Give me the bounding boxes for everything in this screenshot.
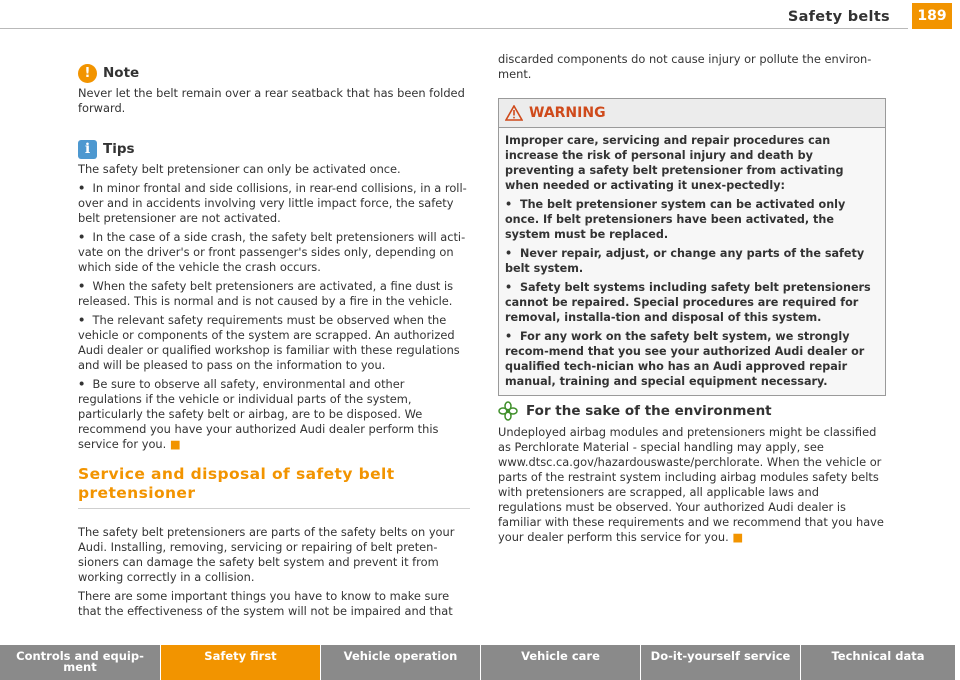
bullet-icon: •	[78, 279, 86, 293]
footer-tab-diy-service[interactable]: Do-it-yourself service	[640, 645, 800, 680]
note-block	[78, 63, 470, 120]
bullet-icon: •	[505, 330, 513, 343]
note-heading: Note	[103, 64, 140, 81]
footer-tab-vehicle-care[interactable]: Vehicle care	[480, 645, 640, 680]
tips-heading: Tips	[103, 140, 135, 157]
environment-text: Undeployed airbag modules and pretensioners might be classified as Perchlorate Material - special handling may apply, see www.dtsc.ca.gov/hazardouswaste/perchlorate. When the vehicle or parts of the restraint system including airbag modules safety belts with pretensioners are scrapped, all applicable laws and regulations must be observed. Your authorized Audi dealer is familiar with these requirements and we recommend that you have your dealer perform this service for you. ■	[498, 425, 884, 544]
info-icon: i	[78, 140, 97, 159]
end-mark-icon: ■	[169, 437, 181, 451]
footer-tab-vehicle-operation[interactable]: Vehicle operation	[320, 645, 480, 680]
tips-bullet: • When the safety belt pretensioners are activated, a fine dust is released. This is normal and is not caused by a fire in the vehicle.	[78, 279, 454, 308]
footer-tab-controls[interactable]: Controls and equip-ment	[0, 645, 160, 680]
warning-bullet: • Safety belt systems including safety belt pretensioners cannot be repaired. Special procedures are required for removal, installa-tion and disposal of this system.	[505, 281, 871, 324]
warning-intro: Improper care, servicing and repair procedures can increase the risk of personal injury and death by preventing a safety belt pretensioner from activating when needed or activating it unex-pectedly:	[505, 134, 844, 192]
environment-title: For the sake of the environment	[526, 402, 772, 419]
footer-tab-technical-data[interactable]: Technical data	[800, 645, 955, 680]
exclamation-icon: !	[78, 64, 97, 83]
bullet-icon: •	[78, 181, 86, 195]
warning-header	[499, 99, 885, 128]
warning-bullet: • Never repair, adjust, or change any parts of the safety belt system.	[505, 247, 865, 275]
bullet-icon: •	[78, 313, 86, 327]
tips-bullet: • Be sure to observe all safety, environmental and other regulations if the vehicle or individual parts of the system, particularly the safety belt or airbag, are to be disposed. We recommend you have your authorized Audi dealer perform this service for you. ■	[78, 377, 439, 451]
page-number-badge: 189	[912, 3, 952, 29]
section-paragraph: The safety belt pretensioners are parts of the safety belts on your Audi. Installing, removing, servicing or repairing of belt preten-sioners can damage the safety belt system and prevent it from working correctly in a collision.	[78, 525, 455, 584]
continuation-text: discarded components do not cause injury or pollute the environ-ment.	[498, 52, 872, 81]
tips-intro: The safety belt pretensioner can only be activated once.	[78, 162, 401, 176]
tips-bullet: • The relevant safety requirements must be observed when the vehicle or components of the system are scrapped. An authorized Audi dealer or qualified workshop is familiar with these regulations and will be pleased to pass on the information to you.	[78, 313, 460, 372]
flower-icon	[498, 401, 518, 421]
warning-bullet: • The belt pretensioner system can be activated only once. If belt pretensioners have been activated, the system must be replaced.	[505, 198, 846, 241]
end-mark-icon: ■	[732, 530, 744, 544]
service-section	[78, 465, 470, 623]
warning-triangle-icon	[505, 105, 523, 121]
warning-box	[498, 98, 886, 396]
bullet-icon: •	[505, 247, 513, 260]
bullet-icon: •	[505, 281, 513, 294]
bullet-icon: •	[78, 377, 86, 391]
warning-bullet: • For any work on the safety belt system, we strongly recom-mend that you see your authorized Audi dealer or qualified tech-nician who has an Audi approved repair manual, training and special equipment necessary.	[505, 330, 865, 388]
bullet-icon: •	[78, 230, 86, 244]
note-text: Never let the belt remain over a rear seatback that has been folded forward.	[78, 86, 465, 115]
warning-title: WARNING	[529, 104, 606, 121]
warning-body	[499, 128, 885, 395]
tips-block	[78, 139, 470, 456]
footer-nav	[0, 645, 960, 680]
header-rule	[0, 28, 908, 29]
footer-tab-safety-first[interactable]: Safety first	[160, 645, 320, 680]
tips-bullet: • In minor frontal and side collisions, in rear-end collisions, in a roll-over and in accidents involving very little impact force, the safety belt pretensioner are not activated.	[78, 181, 467, 225]
bullet-icon: •	[505, 198, 513, 211]
tips-bullet: • In the case of a side crash, the safety belt pretensioners will acti-vate on the driver's or front passenger's sides only, depending on which side of the vehicle the crash occurs.	[78, 230, 466, 274]
page-header-title: Safety belts	[787, 9, 890, 25]
environment-block	[498, 400, 886, 549]
section-title: Service and disposal of safety belt pretensioner	[78, 465, 470, 509]
section-paragraph: There are some important things you have to know to make sure that the effectiveness of the system will not be impaired and that	[78, 589, 453, 618]
environment-header	[498, 400, 886, 422]
